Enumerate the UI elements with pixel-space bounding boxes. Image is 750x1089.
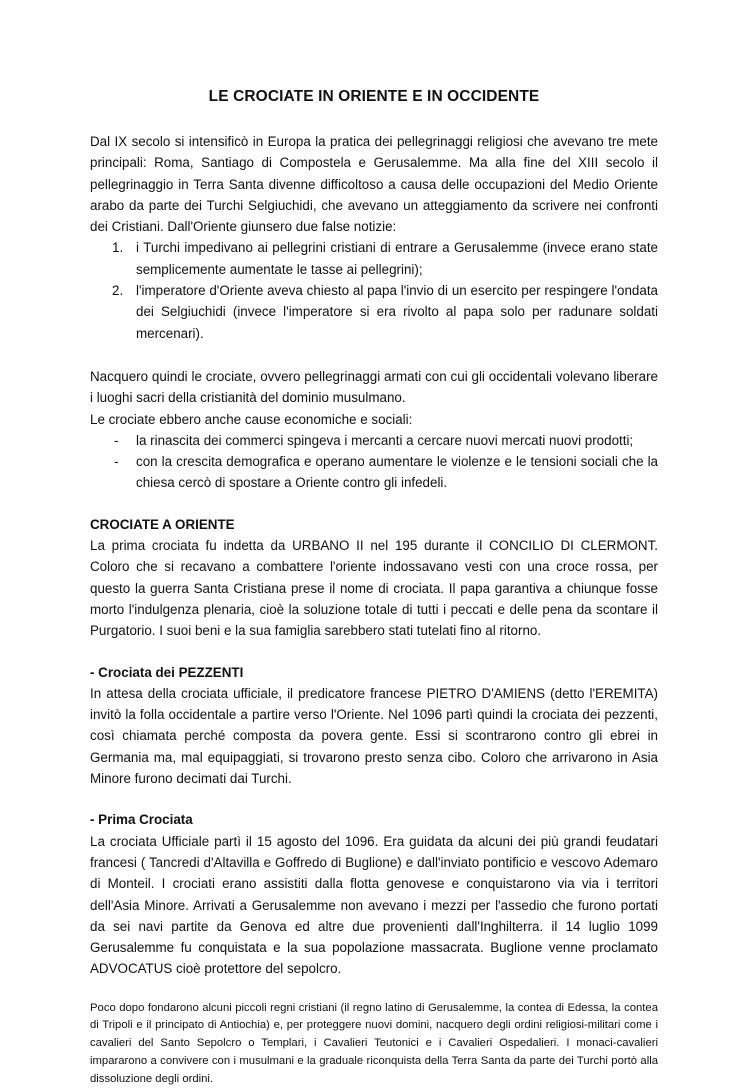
section-text-oriente: La prima crociata fu indetta da URBANO II nel 195 durante il CONCILIO DI CLERMONT. Coloro che si recavano a combattere l'oriente indossavano vesti con una croce rossa, per questo la guerra Santa Cristiana prese il nome di crociata. Il papa garantiva a chiunque fosse morto l'indulgenza plenaria, cioè la soluzione totale di tutti i peccati e delle pena da scontare il Purgatorio. I suoi beni e la sua famiglia sarebbero stati tutelati fino al ritorno. bbox=[90, 538, 658, 639]
list-item bbox=[90, 280, 658, 344]
section-text-pezzenti: In attesa della crociata ufficiale, il predicatore francese PIETRO D'AMIENS (detto l'EREMITA) invitò la folla occidentale a partire verso l'Oriente. Nel 1096 partì quindi la crociata dei pezzenti, così chiamata perché composta da povera gente. Essi si scontrarono contro gli ebrei in Germania ma, mal equipaggiati, si trovarono presto senza cibo. Coloro che arrivarono in Asia Minore furono decimati dai Turchi. bbox=[90, 685, 658, 787]
heading-prefix: - Crociata dei bbox=[90, 664, 179, 680]
list-item-text: la rinascita dei commerci spingeva i mercanti a cercare nuovi mercati nuovi prodotti; bbox=[136, 432, 634, 448]
list-marker: 1. bbox=[112, 240, 124, 256]
crusades-intro-paragraph: Nacquero quindi le crociate, ovvero pellegrinaggi armati con cui gli occidentali volevano liberare i luoghi sacri della cristianità del dominio musulmano. bbox=[90, 368, 658, 406]
document-title: LE CROCIATE IN ORIENTE E IN OCCIDENTE bbox=[208, 88, 540, 105]
section-text-prima: La crociata Ufficiale partì il 15 agosto del 1096. Era guidata da alcuni dei più grandi feudatari francesi ( Tancredi d'Altavilla e Goffredo di Buglione) e dall'inviato pontificio e vescovo Ademaro di Monteil. I crociati erano assistiti dalla flotta genovese e conquistarono via via i territori dell'Asia Minore. Arrivati a Gerusalemme non avevano i mezzi per l'assedio che furono portati da sei navi partite da Genova ed altre due provenienti dall'Inghilterra. il 14 luglio 1099 Gerusalemme fu conquistata e la sua popolazione massacrata. Buglione venne proclamato ADVOCATUS cioè protettore del sepolcro. bbox=[90, 833, 658, 977]
list-item bbox=[90, 430, 658, 451]
section-heading-pezzenti bbox=[90, 662, 658, 683]
closing-paragraph: Poco dopo fondarono alcuni piccoli regni cristiani (il regno latino di Gerusalemme, la contea di Edessa, la contea di Tripoli e il principato di Antiochia) e, per proteggere nuovi domini, nacquero degli ordini religiosi-militari come i cavalieri del Santo Sepolcro o Templari, i Cavalieri Teutonici e i Cavalieri Ospedalieri. I monaci-cavalieri impararono a convivere con i musulmani e la graduale riconquista della Terra Santa da parte dei Turchi portò alla dissoluzione degli ordini. bbox=[90, 1001, 658, 1085]
section-heading-prima: - Prima Crociata bbox=[90, 812, 193, 828]
heading-emphasis: PEZZENTI bbox=[178, 664, 244, 680]
list-item bbox=[90, 451, 658, 494]
list-marker: 2. bbox=[112, 283, 124, 299]
list-item-text: con la crescita demografica e operano aumentare le violenze e le tensioni sociali che la chiesa cercò di spostare a Oriente contro gli infedeli. bbox=[136, 454, 658, 491]
intro-paragraph: Dal IX secolo si intensificò in Europa la pratica dei pellegrinaggi religiosi che avevano tre mete principali: Roma, Santiago di Compostela e Gerusalemme. Ma alla fine del XIII secolo il pellegrinaggio in Terra Santa divenne difficoltoso a causa delle occupazioni del Medio Oriente arabo da parte dei Turchi Selgiuchidi, che avevano un atteggiamento da scrivere nei confronti dei Cristiani. Dall'Oriente giunsero due false notizie: bbox=[90, 134, 658, 235]
causes-intro: Le crociate ebbero anche cause economiche e sociali: bbox=[90, 411, 413, 427]
false-news-list bbox=[90, 237, 658, 343]
list-item bbox=[90, 237, 658, 280]
document-page bbox=[90, 88, 658, 1089]
list-marker: - bbox=[114, 454, 119, 470]
section-heading-oriente: CROCIATE A ORIENTE bbox=[90, 516, 235, 532]
list-marker: - bbox=[114, 432, 119, 448]
list-item-text: i Turchi impedivano ai pellegrini cristiani di entrare a Gerusalemme (invece erano state semplicemente aumentate le tasse ai pellegrini); bbox=[136, 240, 658, 277]
list-item-text: l'imperatore d'Oriente aveva chiesto al papa l'invio di un esercito per respingere l'ondata dei Selgiuchidi (invece l'imperatore si era rivolto al papa solo per radunare soldati mercenari). bbox=[136, 283, 658, 341]
causes-list bbox=[90, 430, 658, 494]
